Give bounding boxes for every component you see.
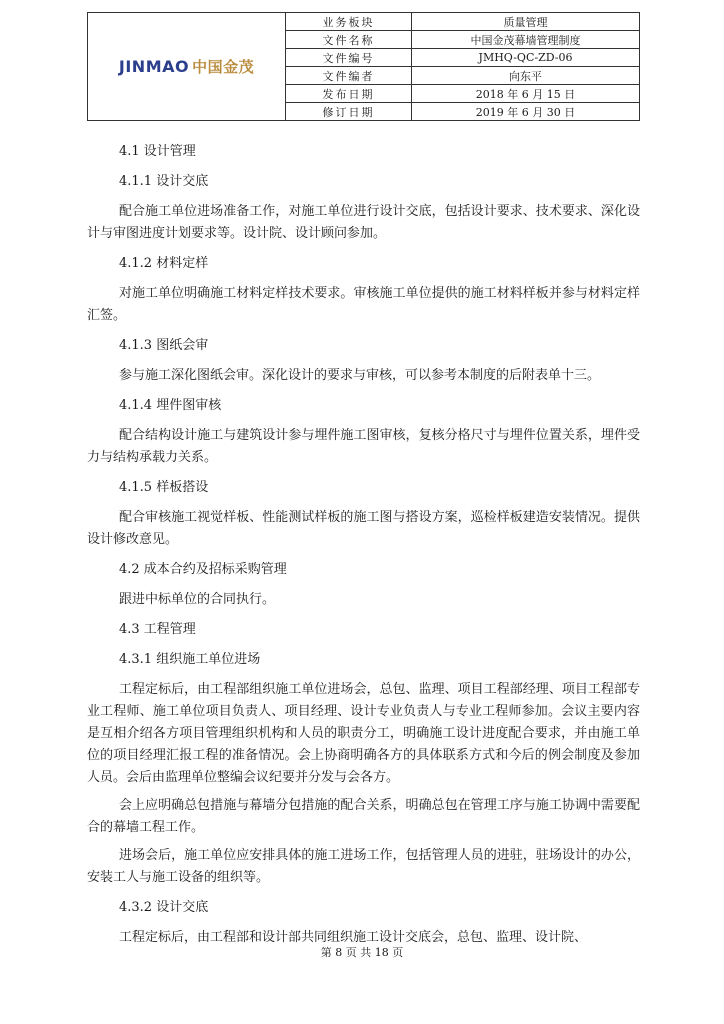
- logo-text-cn: 中国金茂: [192, 58, 255, 76]
- paragraph-4-3-1-b: 会上应明确总包措施与幕墙分包措施的配合关系，明确总包在管理工序与施工协调中需要配合的幕墙工程工作。: [87, 798, 640, 835]
- value-publish-date: 2018 年 6 月 15 日: [412, 85, 640, 103]
- heading-4-3-1: 4.3.1 组织施工单位进场: [119, 652, 261, 667]
- value-business-segment: 质量管理: [412, 13, 640, 31]
- paragraph-4-1-3: 参与施工深化图纸会审。深化设计的要求与审核，可以参考本制度的后附表单十三。: [119, 368, 601, 383]
- value-file-number: JMHQ-QC-ZD-06: [412, 49, 640, 67]
- value-revision-date: 2019 年 6 月 30 日: [412, 103, 640, 121]
- logo-text-en: JINMAO: [118, 57, 190, 76]
- jinmao-logo: [88, 56, 285, 77]
- label-file-name: 文件名称: [286, 31, 412, 49]
- heading-4-1: 4.1 设计管理: [119, 144, 196, 159]
- label-file-editor: 文件编者: [286, 67, 412, 85]
- heading-4-1-3: 4.1.3 图纸会审: [119, 338, 209, 353]
- paragraph-4-1-5: 配合审核施工视觉样板、性能测试样板的施工图与搭设方案，巡检样板建造安装情况。提供设计修改意见。: [87, 510, 640, 547]
- paragraph-4-1-2: 对施工单位明确施工材料定样技术要求。审核施工单位提供的施工材料样板并参与材料定样汇签。: [87, 286, 640, 323]
- label-file-number: 文件编号: [286, 49, 412, 67]
- heading-4-3: 4.3 工程管理: [119, 622, 196, 637]
- heading-4-1-4: 4.1.4 埋件图审核: [119, 398, 222, 413]
- paragraph-4-3-2: 工程定标后，由工程部和设计部共同组织施工设计交底会，总包、监理、设计院、: [119, 930, 588, 945]
- heading-4-1-2: 4.1.2 材料定样: [119, 256, 209, 271]
- document-header-table: [87, 12, 640, 121]
- value-file-name: 中国金茂幕墙管理制度: [412, 31, 640, 49]
- paragraph-4-1-4: 配合结构设计施工与建筑设计参与埋件施工图审核，复核分格尺寸与埋件位置关系，埋件受力与结构承载力关系。: [87, 428, 640, 465]
- value-file-editor: 向东平: [412, 67, 640, 85]
- paragraph-4-3-1-a: 工程定标后，由工程部组织施工单位进场会，总包、监理、项目工程部经理、项目工程部专业工程师、施工单位项目负责人、项目经理、设计专业负责人与专业工程师参加。会议主要内容是互相介绍各方项目管理组织机构和人员的职责分工，明确施工设计进度配合要求，并由施工单位的项目经理汇报工程的准备情况。会上协商明确各方的具体联系方式和今后的例会制度及参加人员。会后由监理单位整编会议纪要并分发与会各方。: [87, 682, 640, 785]
- page-footer: 第 8 页 共 18 页: [320, 946, 404, 959]
- paragraph-4-1-1: 配合施工单位进场准备工作，对施工单位进行设计交底，包括设计要求、技术要求、深化设计与审图进度计划要求等。设计院、设计顾问参加。: [87, 204, 640, 241]
- heading-4-1-5: 4.1.5 样板搭设: [119, 480, 209, 495]
- document-body: [87, 133, 640, 955]
- paragraph-4-3-1-c: 进场会后，施工单位应安排具体的施工进场工作，包括管理人员的进驻，驻场设计的办公，安装工人与施工设备的组织等。: [87, 848, 640, 885]
- paragraph-4-2: 跟进中标单位的合同执行。: [119, 592, 276, 607]
- heading-4-1-1: 4.1.1 设计交底: [119, 174, 209, 189]
- label-publish-date: 发布日期: [286, 85, 412, 103]
- label-revision-date: 修订日期: [286, 103, 412, 121]
- heading-4-2: 4.2 成本合约及招标采购管理: [119, 562, 287, 577]
- heading-4-3-2: 4.3.2 设计交底: [119, 900, 209, 915]
- label-business-segment: 业务板块: [286, 13, 412, 31]
- logo-cell: [88, 13, 286, 121]
